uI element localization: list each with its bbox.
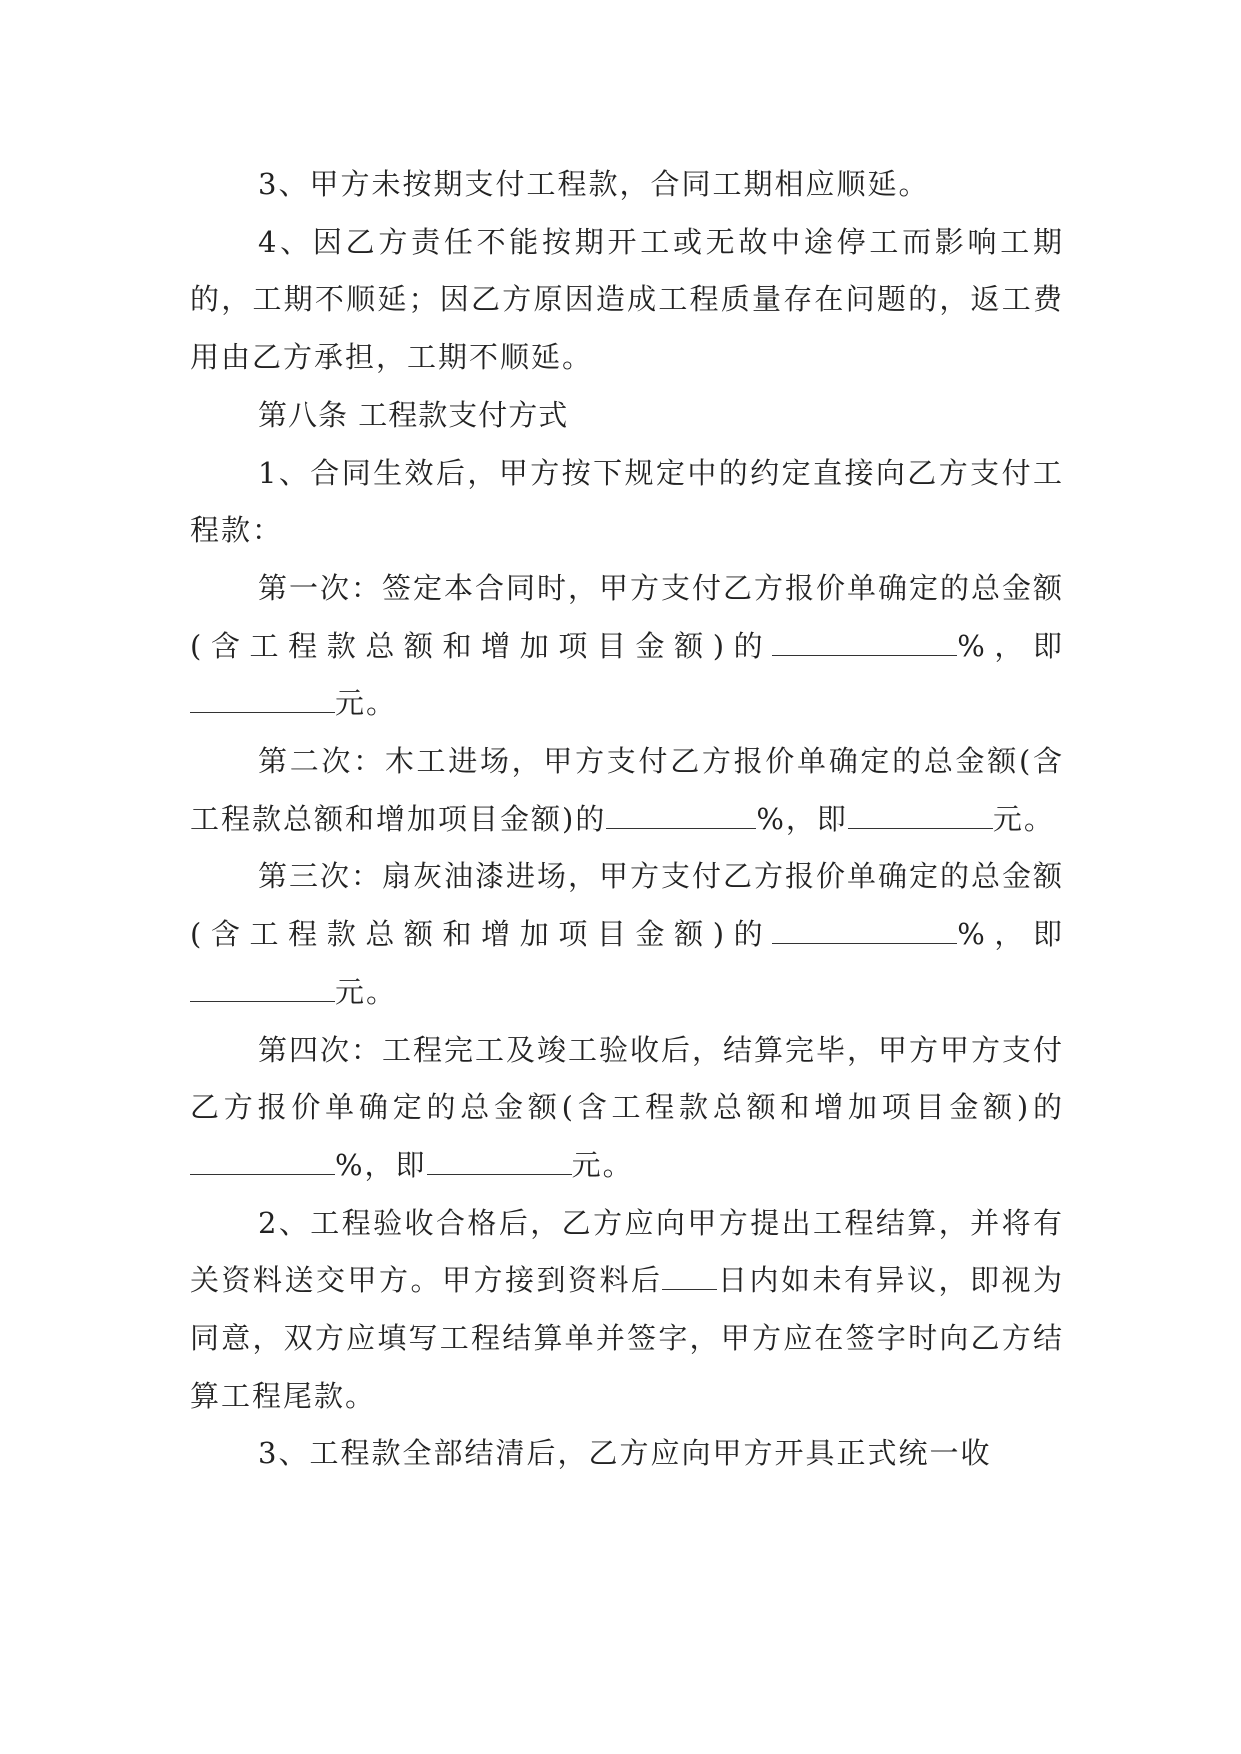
paragraph-text: 3、甲方未按期支付工程款，合同工期相应顺延。 [258,167,930,201]
paragraph-text: 1、合同生效后，甲方按下规定中的约定直接向乙方支付工程款： [190,455,1064,548]
days-blank [662,1262,717,1291]
paragraph-text: 第二次：木工进场，甲方支付乙方报价单确定的总金额(含工程款总额和增加项目金额)的 [190,744,1064,836]
percent-blank [190,1146,335,1175]
paragraph-text: 第一次：签定本合同时，甲方支付乙方报价单确定的总金额(含工程款总额和增加项目金额)的 [190,570,1065,663]
paragraph-text: 元。 [335,686,398,721]
paragraph-party-b-delay [190,214,1064,387]
paragraph-text: 4、因乙方责任不能按期开工或无故中途停工而影响工期的，工期不顺延；因乙方原因造成工程质量存在问题的，返工费用由乙方承担，工期不顺延。 [190,224,1064,375]
paragraph-first-payment [190,560,1064,733]
paragraph-second-payment [190,733,1064,848]
percent-blank [606,800,756,829]
paragraph-text: 第三次：扇灰油漆进场，甲方支付乙方报价单确定的总金额(含工程款总额和增加项目金额)的 [190,859,1065,952]
amount-blank [190,973,335,1002]
paragraph-text: 元。 [335,974,398,1009]
document-body [190,156,1064,1483]
percent-blank [772,627,957,656]
amount-blank [848,800,993,829]
paragraph-text: 3、工程款全部结清后，乙方应向甲方开具正式统一收 [258,1436,992,1471]
percent-blank [772,916,957,945]
paragraph-delay-payment [190,156,1064,214]
paragraph-text: 元。 [992,801,1055,836]
amount-blank [190,685,335,714]
paragraph-invoice [190,1425,1064,1483]
amount-blank [427,1146,572,1175]
article-title: 第八条 工程款支付方式 [258,397,569,432]
paragraph-text: %，即 [957,917,1064,952]
article-heading [190,387,1064,445]
paragraph-text: %，即 [957,628,1064,663]
paragraph-text: 第四次：工程完工及竣工验收后，结算完毕，甲方甲方支付乙方报价单确定的总金额(含工程款总额和增加项目金额)的 [190,1032,1065,1125]
paragraph-settlement [190,1195,1064,1426]
paragraph-third-payment [190,848,1064,1021]
paragraph-text: %，即 [756,801,848,836]
paragraph-payment-intro [190,445,1064,560]
paragraph-text: 元。 [571,1147,634,1182]
paragraph-text: 2、工程验收合格后，乙方应向甲方提出工程结算，并将有关资料送交甲方。甲方接到资料后 [190,1205,1064,1298]
paragraph-text: %，即 [335,1147,427,1182]
paragraph-fourth-payment [190,1022,1064,1195]
paragraph-text: 日内如未有异议，即视为同意，双方应填写工程结算单并签字，甲方应在签字时向乙方结算工程尾款。 [190,1263,1064,1413]
